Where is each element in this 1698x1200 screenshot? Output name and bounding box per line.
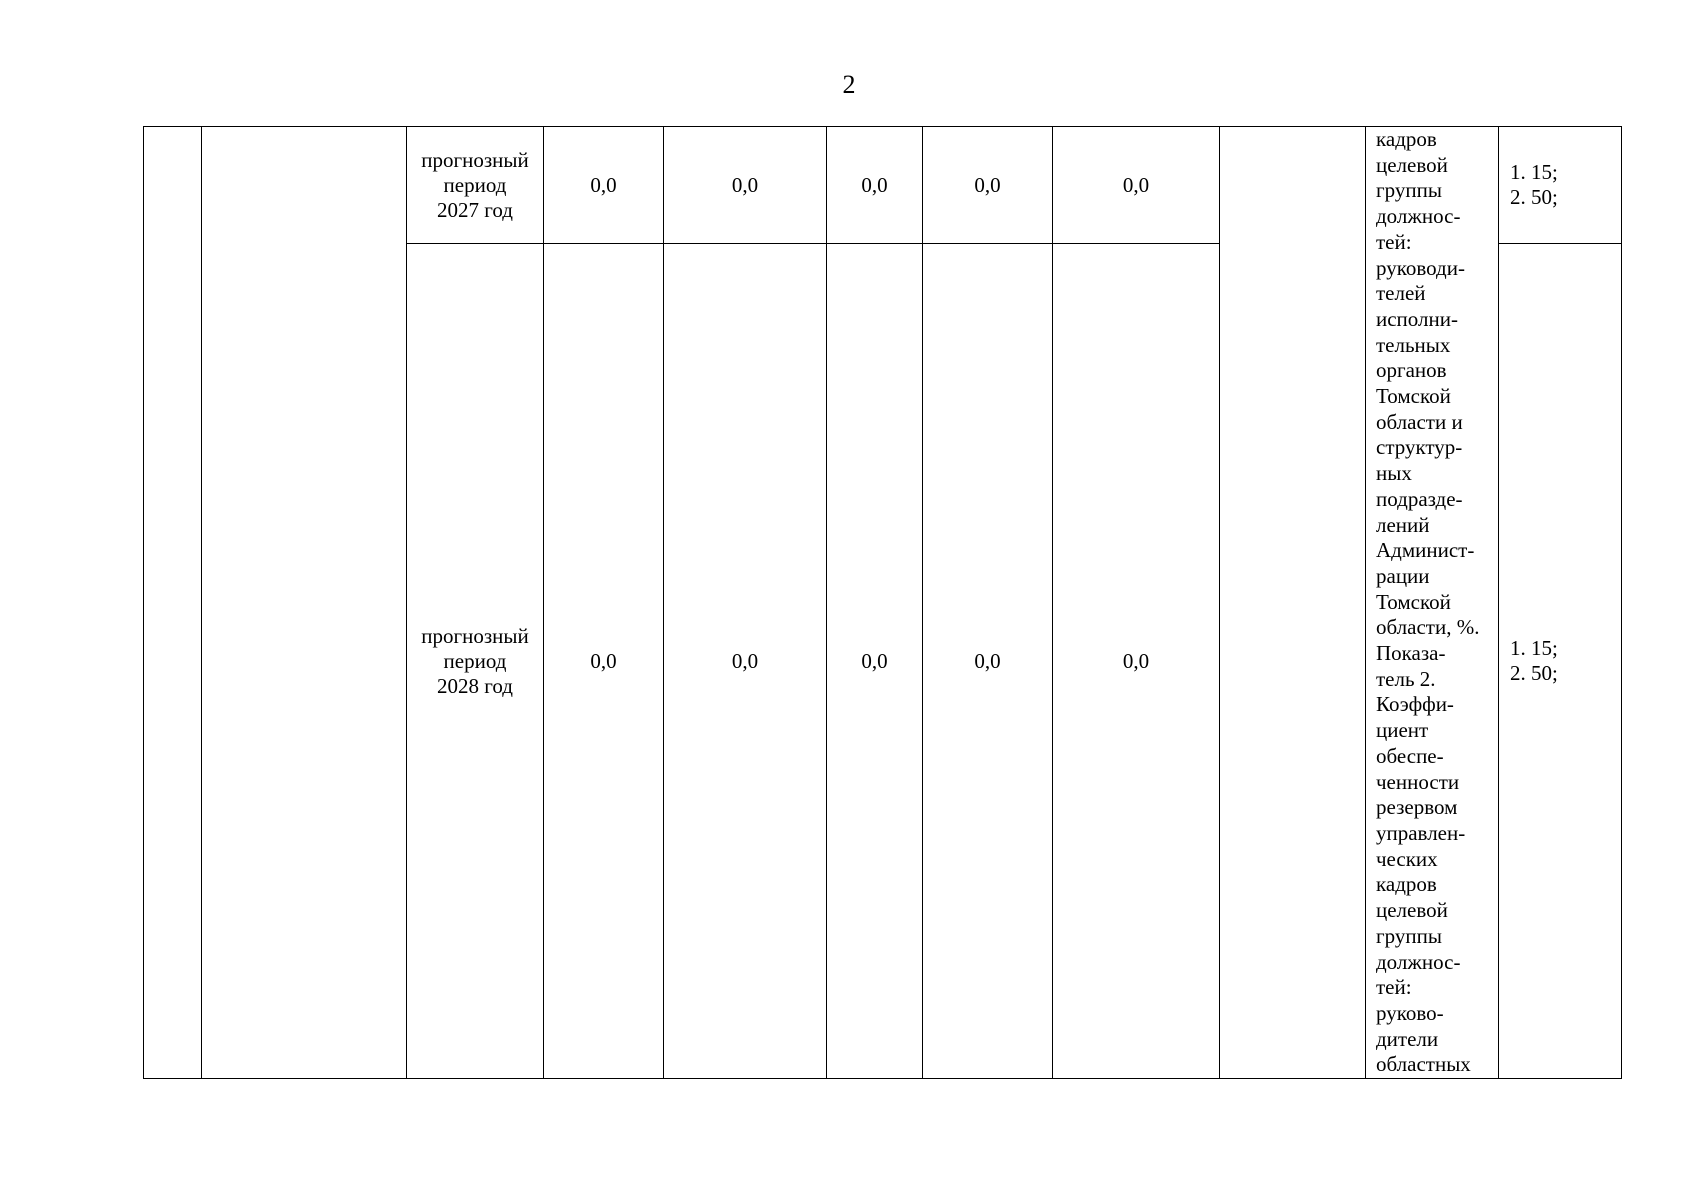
indicator-line: тей: xyxy=(1376,975,1412,1000)
period-cell: прогнозный период 2028 год xyxy=(407,244,544,1079)
indicator-line: должнос- xyxy=(1376,949,1461,974)
indicator-line: лений xyxy=(1376,512,1430,537)
indicator-line: руково- xyxy=(1376,1000,1444,1025)
target-values-cell: 1. 15; 2. 50; xyxy=(1499,127,1622,244)
value-cell: 0,0 xyxy=(1053,127,1220,244)
indicator-line: рации xyxy=(1376,563,1430,588)
value-cell: 0,0 xyxy=(544,127,664,244)
indicator-line: тель 2. xyxy=(1376,666,1436,691)
indicator-line: ческих xyxy=(1376,846,1438,871)
indicator-line: органов xyxy=(1376,358,1447,383)
target-values-cell: 1. 15; 2. 50; xyxy=(1499,244,1622,1079)
indicator-line: ченности xyxy=(1376,769,1460,794)
indicator-line: ных xyxy=(1376,461,1412,486)
indicator-line: кадров xyxy=(1376,872,1437,897)
indicator-line: дители xyxy=(1376,1026,1439,1051)
indicator-line: резервом xyxy=(1376,795,1458,820)
value-cell: 0,0 xyxy=(664,127,827,244)
value-cell: 0,0 xyxy=(923,244,1053,1079)
value-cell: 0,0 xyxy=(544,244,664,1079)
indicator-line: структур- xyxy=(1376,435,1463,460)
value-cell: 0,0 xyxy=(664,244,827,1079)
indicator-line: целевой xyxy=(1376,152,1448,177)
indicator-line: Админист- xyxy=(1376,538,1475,563)
indicator-line: областных xyxy=(1376,1052,1471,1077)
value-cell: 0,0 xyxy=(923,127,1053,244)
indicator-line: тей: xyxy=(1376,229,1412,254)
executor-cell xyxy=(1220,127,1366,1079)
period-cell: прогнозный период 2027 год xyxy=(407,127,544,244)
indicator-line: кадров xyxy=(1376,127,1437,151)
number-cell xyxy=(144,127,202,1079)
page-number: 2 xyxy=(842,70,856,99)
indicator-line: циент xyxy=(1376,718,1429,743)
indicator-line: целевой xyxy=(1376,898,1448,923)
name-cell xyxy=(202,127,407,1079)
indicator-line: управлен- xyxy=(1376,820,1466,845)
indicator-line: Показа- xyxy=(1376,641,1446,666)
indicator-line: Томской xyxy=(1376,384,1451,409)
value-cell: 0,0 xyxy=(827,244,923,1079)
indicator-line: подразде- xyxy=(1376,486,1463,511)
indicator-line: исполни- xyxy=(1376,306,1458,331)
indicator-line: группы xyxy=(1376,923,1442,948)
indicator-line: тельных xyxy=(1376,332,1451,357)
indicator-line: области, %. xyxy=(1376,615,1480,640)
value-cell: 0,0 xyxy=(1053,244,1220,1079)
indicator-line: группы xyxy=(1376,178,1442,203)
indicator-line: области и xyxy=(1376,409,1463,434)
indicator-cell xyxy=(1366,127,1499,1079)
indicator-line: должнос- xyxy=(1376,204,1461,229)
indicator-line: телей xyxy=(1376,281,1426,306)
indicator-line: руководи- xyxy=(1376,255,1465,280)
value-cell: 0,0 xyxy=(827,127,923,244)
indicator-line: обеспе- xyxy=(1376,743,1444,768)
indicator-line: Томской xyxy=(1376,589,1451,614)
indicator-line: Коэффи- xyxy=(1376,692,1454,717)
table-row xyxy=(144,127,1622,244)
program-table xyxy=(143,126,1622,1079)
